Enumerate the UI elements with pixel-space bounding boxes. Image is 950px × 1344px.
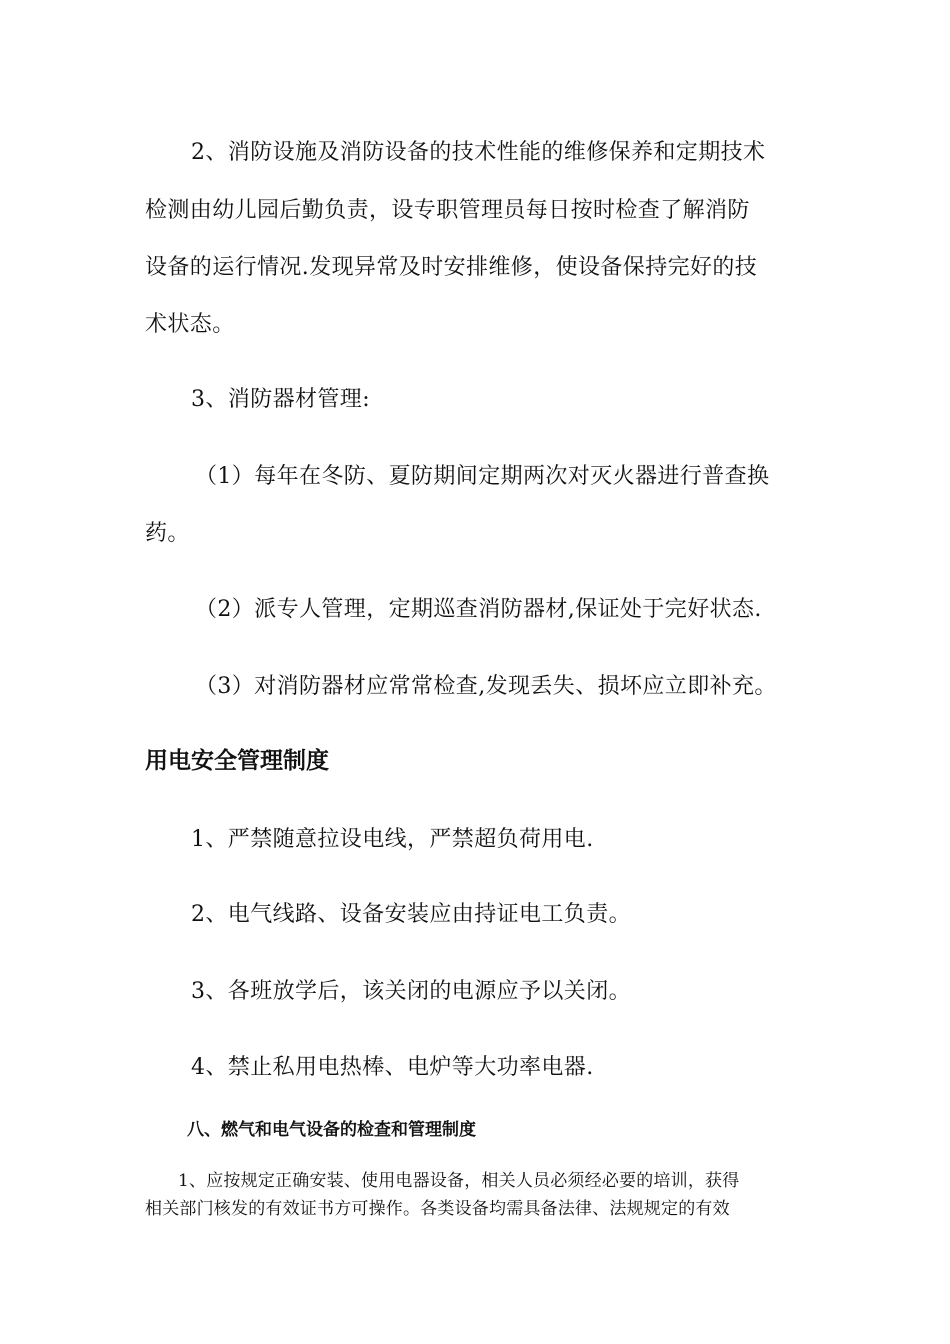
paragraph-line: 检测由幼儿园后勤负责，设专职管理员每日按时检查了解消防 bbox=[145, 198, 750, 223]
paragraph-line: 术状态。 bbox=[145, 312, 235, 337]
list-item: 2、电气线路、设备安装应由持证电工负责。 bbox=[191, 902, 631, 927]
section-title: 八、燃气和电气设备的检查和管理制度 bbox=[187, 1120, 476, 1140]
sub-item: （2）派专人管理，定期巡查消防器材,保证处于完好状态. bbox=[195, 597, 762, 622]
sub-item: （3）对消防器材应常常检查,发现丢失、损坏应立即补充。 bbox=[195, 674, 777, 699]
list-item: 3、各班放学后，该关闭的电源应予以关闭。 bbox=[191, 979, 631, 1004]
paragraph-line: 1、应按规定正确安装、使用电器设备，相关人员必须经必要的培训，获得 bbox=[178, 1171, 740, 1191]
paragraph-line: 相关部门核发的有效证书方可操作。各类设备均需具备法律、法规规定的有效 bbox=[145, 1199, 730, 1219]
list-item: 1、严禁随意拉设电线，严禁超负荷用电. bbox=[191, 827, 594, 852]
paragraph-line: 设备的运行情况.发现异常及时安排维修，使设备保持完好的技 bbox=[145, 255, 758, 280]
paragraph-line: 2、消防设施及消防设备的技术性能的维修保养和定期技术 bbox=[191, 140, 766, 165]
list-item-heading: 3、消防器材管理: bbox=[191, 387, 371, 412]
sub-item-line: 药。 bbox=[145, 521, 190, 546]
sub-item-line: （1）每年在冬防、夏防期间定期两次对灭火器进行普查换 bbox=[195, 464, 770, 489]
section-title: 用电安全管理制度 bbox=[145, 748, 329, 774]
list-item: 4、禁止私用电热棒、电炉等大功率电器. bbox=[191, 1055, 594, 1080]
